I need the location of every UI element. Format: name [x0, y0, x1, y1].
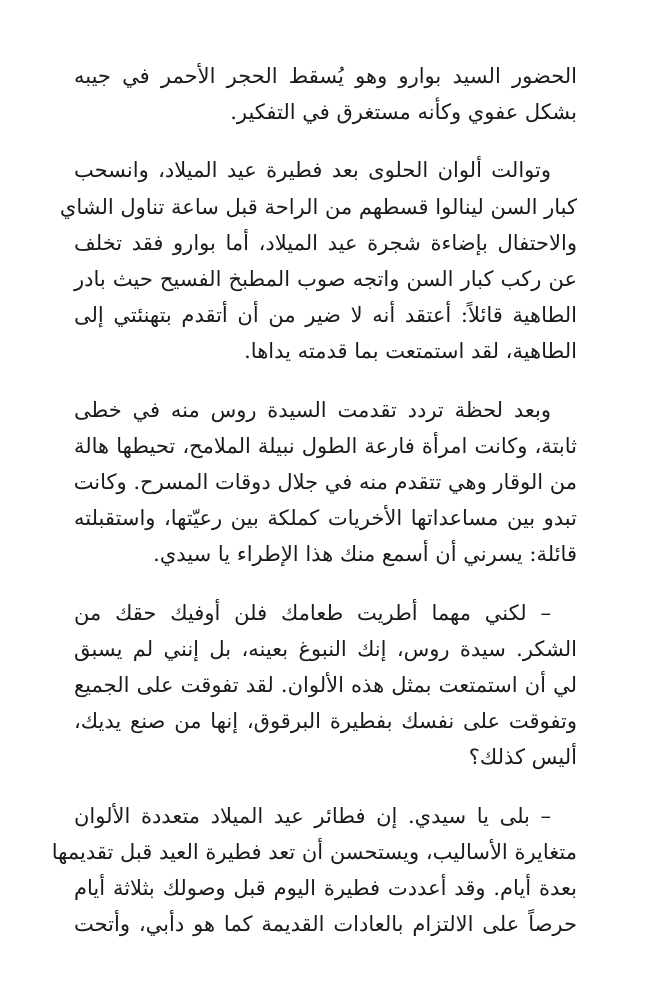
- text-line: حرصاً على الالتزام بالعادات القديمة كما هو دأبي، وأتحت: [74, 912, 577, 937]
- text-line: الحضور السيد بوارو وهو يُسقط الحجر الأحمر في جيبه: [74, 64, 577, 88]
- paragraph-2: [59, 152, 577, 369]
- paragraph-4: [74, 595, 577, 776]
- text-line: قائلة: يسرني أن أسمع منك هذا الإطراء يا سيدي.: [153, 542, 577, 567]
- text-line: أليس كذلك؟: [468, 745, 577, 770]
- paragraph-3: [74, 392, 577, 573]
- text-line: كبار السن لينالوا قسطهم من الراحة قبل ساعة تناول الشاي: [59, 194, 577, 219]
- text-line: بشكل عفوي وكأنه مستغرق في التفكير.: [230, 100, 577, 125]
- text-line: وتوالت ألوان الحلوى بعد فطيرة عيد الميلاد، وانسحب: [74, 158, 551, 183]
- text-line: – بلى يا سيدي. إن فطائر عيد الميلاد متعددة الألوان: [74, 803, 551, 828]
- text-line: لي أن استمتعت بمثل هذه الألوان. لقد تفوقت على الجميع: [74, 673, 577, 698]
- text-line: وبعد لحظة تردد تقدمت السيدة روس منه في خطى: [74, 397, 551, 422]
- text-line: ثابتة، وكانت امرأة فارعة الطول نبيلة الملامح، تحيطها هالة: [74, 433, 577, 458]
- paragraph-5: [51, 798, 577, 943]
- text-line: تبدو بين مساعداتها الأخريات كملكة بين رعيّتها، واستقبلته: [74, 506, 577, 531]
- text-line: بعدة أيام. وقد أعددت فطيرة اليوم قبل وصولك بثلاثة أيام: [74, 876, 577, 901]
- text-line: الطاهية، لقد استمتعت بما قدمته يداها.: [244, 339, 577, 364]
- text-line: وتفوقت على نفسك بفطيرة البرقوق، إنها من صنع يديك،: [74, 709, 577, 734]
- text-line: عن ركب كبار السن واتجه صوب المطبخ الفسيح حيث بادر: [74, 267, 577, 292]
- text-line: متغايرة الأساليب، ويستحسن أن تعد فطيرة العيد قبل تقديمها: [51, 839, 577, 864]
- paragraph-1: [74, 58, 577, 130]
- text-line: – لكني مهما أطريت طعامك فلن أوفيك حقك من: [74, 600, 551, 625]
- text-line: من الوقار وهي تتقدم منه في جلال دوقات المسرح. وكانت: [73, 470, 577, 495]
- text-line: الطاهية قائلاً: أعتقد أنه لا ضير من أن أتقدم بتهنئتي إلى: [74, 303, 577, 328]
- text-line: والاحتفال بإضاءة شجرة عيد الميلاد، أما بوارو فقد تخلف: [74, 230, 577, 255]
- text-line: الشكر. سيدة روس، إنك النبوغ بعينه، بل إنني لم يسبق: [74, 636, 577, 661]
